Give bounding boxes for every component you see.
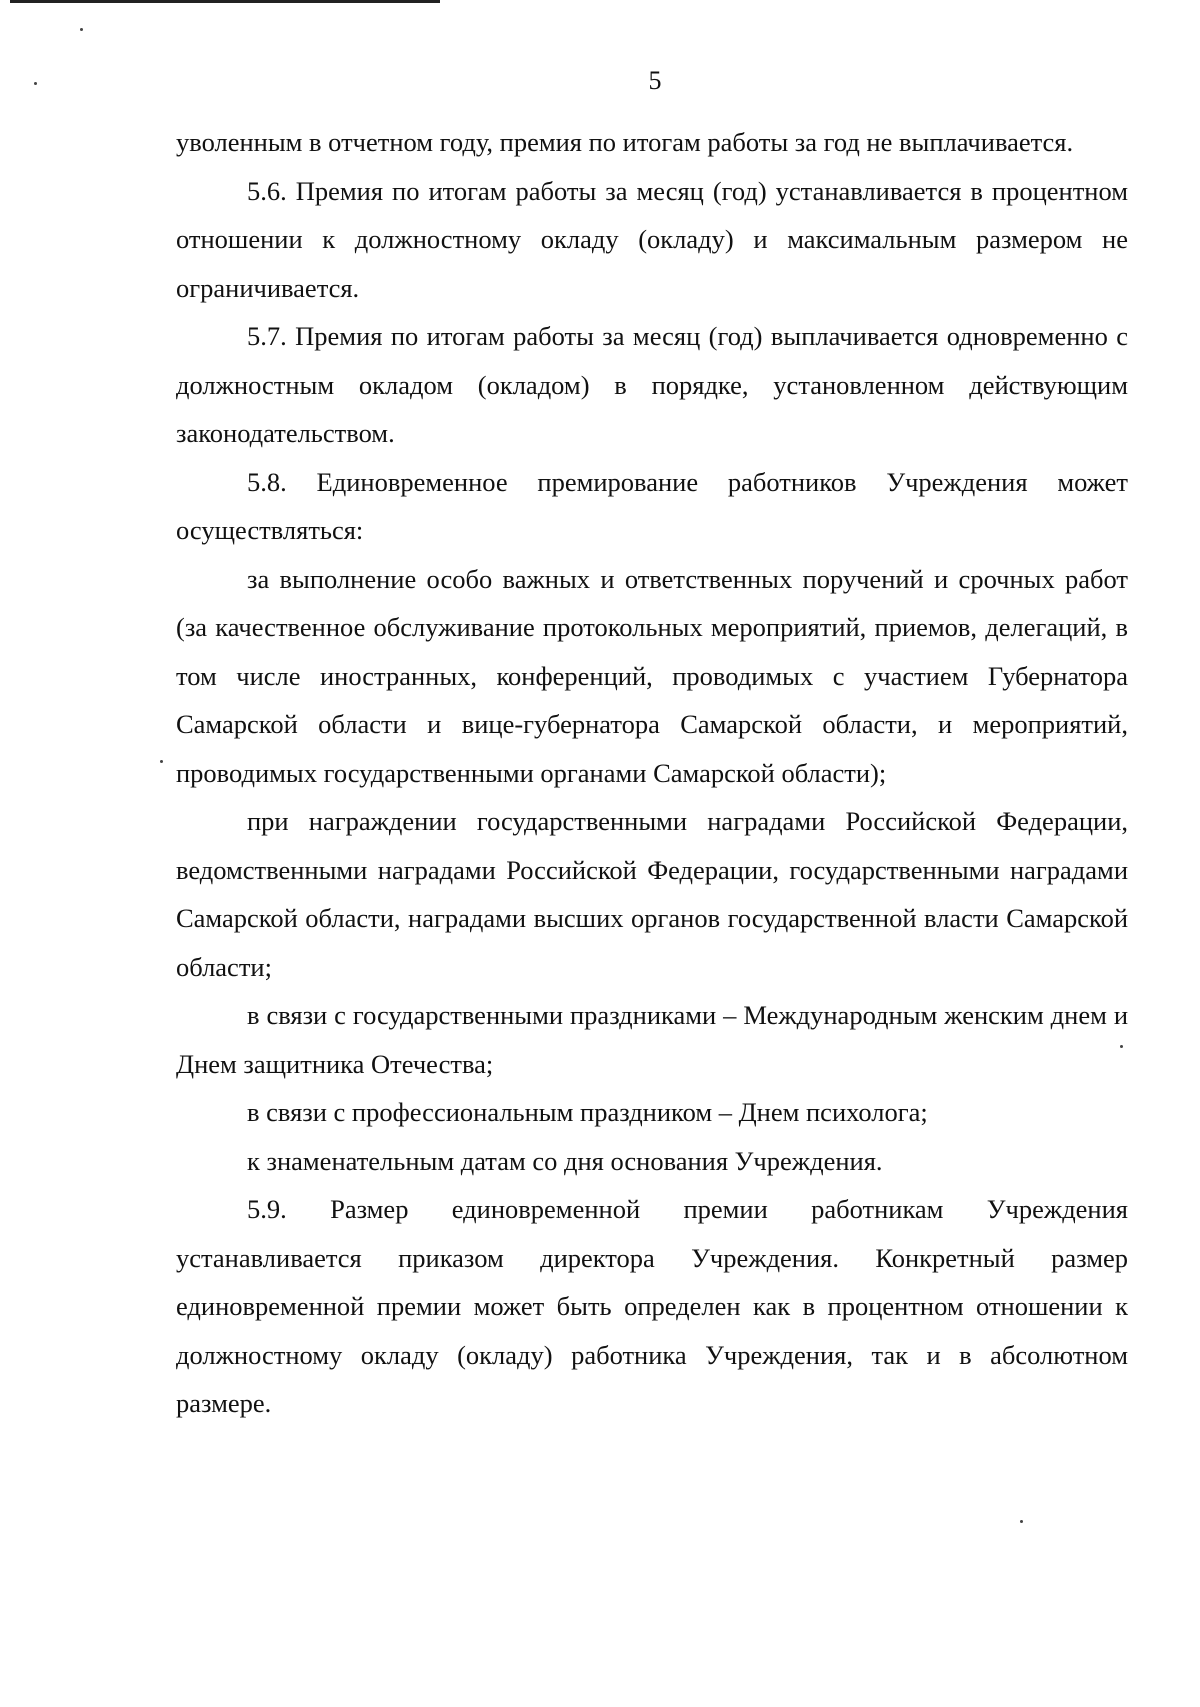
list-item-state-awards: при награждении государственными наградами Российской Федерации, ведомственными наградами Российской Федерации, государственными наградами Самарской области, наградами высших органов государственной власти Самарской области;: [176, 806, 1128, 982]
list-item-state-holidays: в связи с государственными праздниками – Международным женским днем и Днем защитника Отечества;: [176, 1000, 1128, 1079]
paragraph-5-8: 5.8. Единовременное премирование работников Учреждения может осуществляться:: [176, 466, 1128, 545]
paragraph-continuation: уволенным в отчетном году, премия по итогам работы за год не выплачивается.: [176, 127, 1074, 157]
paragraph-5-9: 5.9. Размер единовременной премии работникам Учреждения устанавливается приказом директора Учреждения. Конкретный размер единовременной премии может быть определен как в процентном отношении к должностному окладу (окладу) работника Учреждения, так и в абсолютном размере.: [176, 1194, 1128, 1418]
scan-speck: [160, 760, 163, 763]
paragraph-5-7: 5.7. Премия по итогам работы за месяц (год) выплачивается одновременно с должностным окладом (окладом) в порядке, установленном действующим законодательством.: [176, 321, 1128, 448]
document-body: [176, 118, 1128, 1428]
scan-speck: [80, 28, 83, 31]
scan-speck: [1020, 1520, 1023, 1523]
list-item-important-assignments: за выполнение особо важных и ответственных поручений и срочных работ (за качественное обслуживание протокольных мероприятий, приемов, делегаций, в том числе иностранных, конференций, проводимых с участием Губернатора Самарской области и вице-губернатора Самарской области, и мероприятий, проводимых государственными органами Самарской области);: [176, 563, 1128, 788]
paragraph-5-6: 5.6. Премия по итогам работы за месяц (год) устанавливается в процентном отношении к должностному окладу (окладу) и максимальным размером не ограничивается.: [176, 175, 1128, 303]
scan-edge-line: [10, 0, 440, 3]
list-item-professional-holiday: в связи с профессиональным праздником – Днем психолога;: [247, 1097, 928, 1127]
list-item-anniversary-dates: к знаменательным датам со дня основания Учреждения.: [247, 1145, 883, 1176]
page-number: 5: [648, 66, 662, 95]
